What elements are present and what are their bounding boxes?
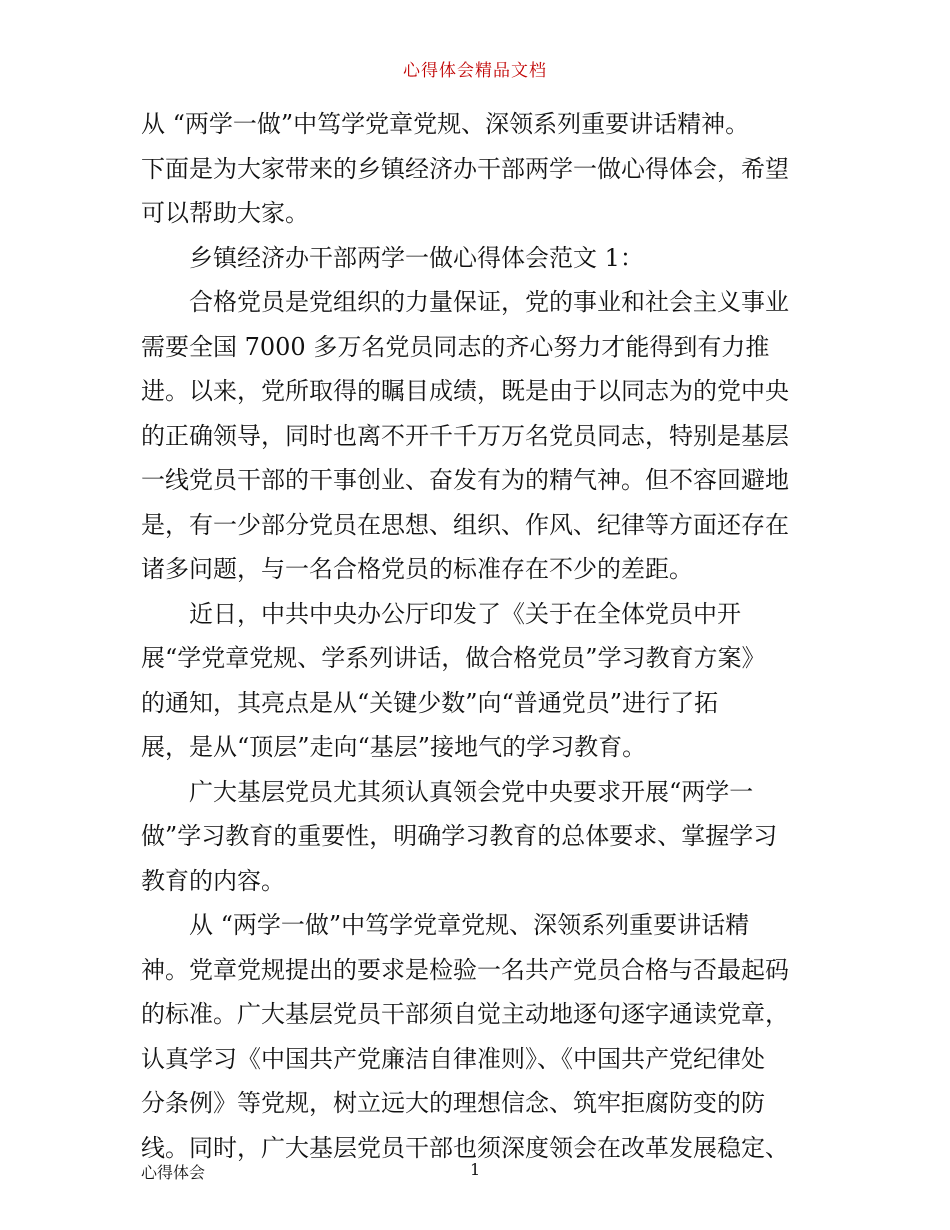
body-line: 认真学习《中国共产党廉洁自律准则》、《中国共产党纪律处 (141, 1044, 765, 1073)
body-line: 进。以来，党所取得的瞩目成绩，既是由于以同志为的党中央 (141, 377, 789, 405)
body-line: 从 “两学一做”中笃学党章党规、深领系列重要讲话精 (189, 911, 750, 939)
body-line: 一线党员干部的干事创业、奋发有为的精气神。但不容回避地 (141, 466, 789, 494)
body-line: 教育的内容。 (141, 866, 285, 895)
section-heading: 乡镇经济办干部两学一做心得体会范文 1： (189, 243, 644, 272)
page-header-title: 心得体会精品文档 (403, 61, 547, 81)
document-body (141, 102, 813, 1170)
body-line: 诸多问题，与一名合格党员的标准存在不少的差距。 (141, 555, 693, 583)
body-line: 分条例》等党规，树立远大的理想信念、筑牢拒腐防变的防 (141, 1089, 765, 1117)
body-line: 下面是为大家带来的乡镇经济办干部两学一做心得体会，希望 (141, 154, 789, 183)
body-line: 神。党章党规提出的要求是检验一名共产党员合格与否最起码 (141, 955, 789, 984)
body-line: 线。同时，广大基层党员干部也须深度领会在改革发展稳定、 (141, 1133, 789, 1162)
body-line: 展“学党章党规、学系列讲话，做合格党员”学习教育方案》 (141, 644, 766, 672)
body-line: 广大基层党员尤其须认真领会党中央要求开展“两学一 (189, 777, 754, 806)
body-line: 的正确领导，同时也离不开千千万万名党员同志，特别是基层 (141, 421, 789, 450)
body-line: 从 “两学一做”中笃学党章党规、深领系列重要讲话精神。 (141, 110, 750, 138)
body-line: 近日，中共中央办公厅印发了《关于在全体党员中开 (189, 599, 741, 628)
body-line: 合格党员是党组织的力量保证，党的事业和社会主义事业 (189, 288, 789, 316)
body-line: 是，有一少部分党员在思想、组织、作风、纪律等方面还存在 (141, 510, 789, 539)
body-line: 可以帮助大家。 (141, 199, 309, 227)
body-line: 展，是从“顶层”走向“基层”接地气的学习教育。 (141, 733, 647, 761)
body-line: 的标准。广大基层党员干部须自觉主动地逐句逐字通读党章， (141, 1000, 789, 1028)
footer-label: 心得体会 (141, 1163, 206, 1182)
body-line: 做”学习教育的重要性，明确学习教育的总体要求、掌握学习 (141, 822, 778, 850)
page-number: 1 (470, 1160, 481, 1179)
body-line: 需要全国 7000 多万名党员同志的齐心努力才能得到有力推 (141, 332, 770, 361)
body-line: 的通知，其亮点是从“关键少数”向“普通党员”进行了拓 (141, 688, 719, 717)
